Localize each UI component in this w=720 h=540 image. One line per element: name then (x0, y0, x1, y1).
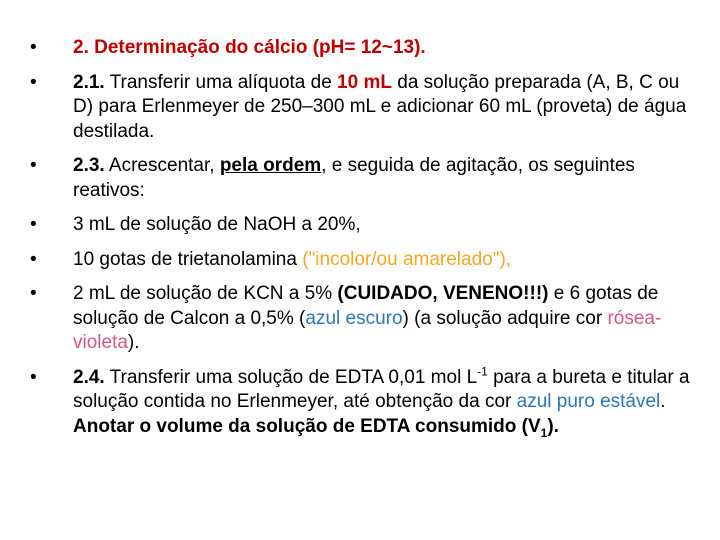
reagent-text: 3 mL de solução de NaOH a 20%, (73, 214, 361, 235)
list-item (30, 213, 700, 238)
bullet-icon: • (30, 37, 37, 58)
bullet-list (30, 36, 700, 449)
step-number: 2.4. (73, 366, 105, 388)
list-item (30, 282, 700, 356)
list-item (30, 154, 700, 203)
reagent-text: ). (127, 332, 140, 353)
reagent-text: 2 mL de solução de KCN a 5% (73, 283, 338, 304)
instruction-bold: ). (547, 415, 559, 437)
bullet-icon: • (30, 71, 37, 93)
color-pure-blue: azul puro estável (516, 391, 661, 412)
step-number: 2.3. (73, 155, 105, 176)
reagent-text: 10 gotas de trietanolamina (73, 248, 303, 270)
step-text: Acrescentar, (104, 155, 220, 176)
reagent-text: ) (a solução adquire cor (402, 307, 608, 329)
bullet-icon: • (30, 366, 37, 388)
color-dark-blue: azul escuro (305, 307, 403, 329)
aliquot-amount: 10 mL (337, 71, 392, 93)
step-text: da solução preparada (A, B, C ou D) para Erlenmeyer de 250–300 mL e adicionar 60 mL (proveta) de água destilada. (73, 71, 687, 142)
bullet-icon: • (30, 155, 37, 176)
step-number: 2.1. (73, 71, 105, 93)
step-text: para a bureta e titular a solução contida no Erlenmeyer, até obtenção da cor (73, 366, 690, 412)
color-note: ("incolor/ou amarelado"), (302, 248, 512, 270)
subscript: 1 (540, 425, 548, 440)
instruction-bold: Anotar o volume da solução de EDTA consumido (V (73, 415, 541, 437)
step-text: . (660, 391, 666, 412)
superscript: -1 (477, 364, 488, 379)
color-pink-violet: rósea-violeta (73, 307, 662, 353)
list-item (30, 71, 700, 145)
warning-text: (CUIDADO, VENENO!!!) (337, 283, 549, 304)
emphasis-text: pela ordem (219, 155, 322, 176)
list-item (30, 248, 700, 273)
section-heading: 2. Determinação do cálcio (pH= 12~13). (73, 37, 426, 58)
bullet-icon: • (30, 283, 37, 304)
list-item (30, 366, 700, 440)
step-text: Transferir uma solução de EDTA 0,01 mol L (104, 366, 478, 388)
bullet-icon: • (30, 214, 37, 235)
step-text: , e seguida de agitação, os seguintes reativos: (73, 155, 635, 201)
list-item (30, 36, 700, 61)
reagent-text: e 6 gotas de solução de Calcon a 0,5% ( (73, 283, 659, 329)
step-text: Transferir uma alíquota de (104, 71, 338, 93)
bullet-icon: • (30, 248, 37, 270)
